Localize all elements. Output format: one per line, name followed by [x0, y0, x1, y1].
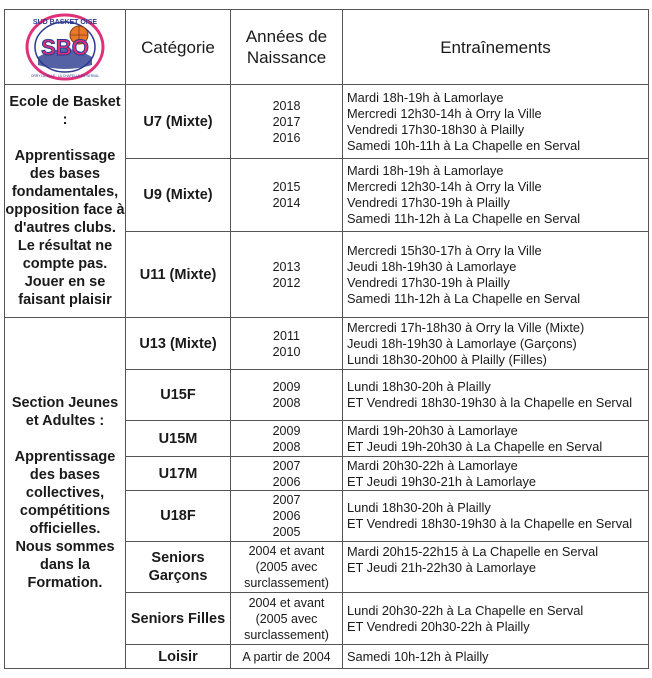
trainings-cell: Mercredi 15h30-17h à Orry la Ville Jeudi 18h-19h30 à Lamorlaye Vendredi 17h30-19h à Plailly Samedi 11h-12h à La Chapelle en Serval [343, 232, 649, 318]
section-line: Section Jeunes et Adultes : [11, 395, 119, 429]
logo-cell [5, 10, 126, 85]
category-cell: U13 (Mixte) [126, 318, 231, 370]
trainings-cell: Mardi 18h-19h à Lamorlaye Mercredi 12h30-14h à Orry la Ville Vendredi 17h30-19h à Plailly Samedi 11h-12h à La Chapelle en Serval [343, 159, 649, 232]
schedule-table [4, 9, 649, 669]
section-jeunes-adultes [5, 318, 126, 669]
category-cell: U9 (Mixte) [126, 159, 231, 232]
years-cell: 2007 2006 [231, 457, 343, 491]
trainings-cell: Lundi 18h30-20h à Plailly ET Vendredi 18h30-19h30 à la Chapelle en Serval [343, 491, 649, 542]
section-line: Nous sommes dans la Formation. [15, 539, 115, 591]
trainings-cell: Mardi 20h30-22h à Lamorlaye ET Jeudi 19h30-21h à Lamorlaye [343, 457, 649, 491]
trainings-cell: Mardi 19h-20h30 à Lamorlaye ET Jeudi 19h-20h30 à La Chapelle en Serval [343, 421, 649, 457]
category-cell: U11 (Mixte) [126, 232, 231, 318]
logo-ring-text: SUD BASKET OISE [32, 19, 98, 26]
club-logo [5, 13, 125, 81]
table-row [5, 318, 649, 370]
section-line: Ecole de Basket : [9, 94, 121, 128]
category-cell: U15F [126, 370, 231, 421]
section-ecole [5, 85, 126, 318]
trainings-cell: Lundi 20h30-22h à La Chapelle en Serval ET Vendredi 20h30-22h à Plailly [343, 593, 649, 645]
section-line: Le résultat ne compte pas. [17, 238, 113, 272]
table-row [5, 85, 649, 159]
section-line: Apprentissage des bases fondamentales, opposition face à d'autres clubs. [5, 148, 125, 236]
trainings-cell: Lundi 18h30-20h à Plailly ET Vendredi 18h30-19h30 à la Chapelle en Serval [343, 370, 649, 421]
years-cell: 2011 2010 [231, 318, 343, 370]
years-cell: 2004 et avant (2005 avec surclassement) [231, 593, 343, 645]
header-category: Catégorie [126, 10, 231, 85]
years-cell: 2007 2006 2005 [231, 491, 343, 542]
header-years: Années de Naissance [231, 10, 343, 85]
section-line: Apprentissage des bases collectives, compétitions officielles. [14, 449, 116, 537]
years-cell: 2004 et avant (2005 avec surclassement) [231, 542, 343, 593]
logo-text: SBO [41, 35, 89, 60]
category-cell: U15M [126, 421, 231, 457]
years-cell: 2018 2017 2016 [231, 85, 343, 159]
category-cell: Loisir [126, 645, 231, 669]
years-cell: A partir de 2004 [231, 645, 343, 669]
category-cell: Seniors Garçons [126, 542, 231, 593]
years-cell: 2009 2008 [231, 370, 343, 421]
category-cell: U17M [126, 457, 231, 491]
trainings-cell: Mardi 20h15-22h15 à La Chapelle en Serval ET Jeudi 21h-22h30 à Lamorlaye [343, 542, 649, 593]
header-row [5, 10, 649, 85]
trainings-cell: Mercredi 17h-18h30 à Orry la Ville (Mixte) Jeudi 18h-19h30 à Lamorlaye (Garçons) Lundi 18h30-20h00 à Plailly (Filles) [343, 318, 649, 370]
years-cell: 2009 2008 [231, 421, 343, 457]
years-cell: 2013 2012 [231, 232, 343, 318]
logo-bottom-text: ORRY LA VILLE · LA CHAPELLE EN SERVAL [30, 74, 100, 78]
category-cell: U18F [126, 491, 231, 542]
category-cell: U7 (Mixte) [126, 85, 231, 159]
category-cell: Seniors Filles [126, 593, 231, 645]
section-line: Jouer en se faisant plaisir [18, 274, 112, 308]
trainings-cell: Samedi 10h-12h à Plailly [343, 645, 649, 669]
trainings-cell: Mardi 18h-19h à Lamorlaye Mercredi 12h30-14h à Orry la Ville Vendredi 17h30-18h30 à Plailly Samedi 10h-11h à La Chapelle en Serval [343, 85, 649, 159]
header-trainings: Entraînements [343, 10, 649, 85]
years-cell: 2015 2014 [231, 159, 343, 232]
